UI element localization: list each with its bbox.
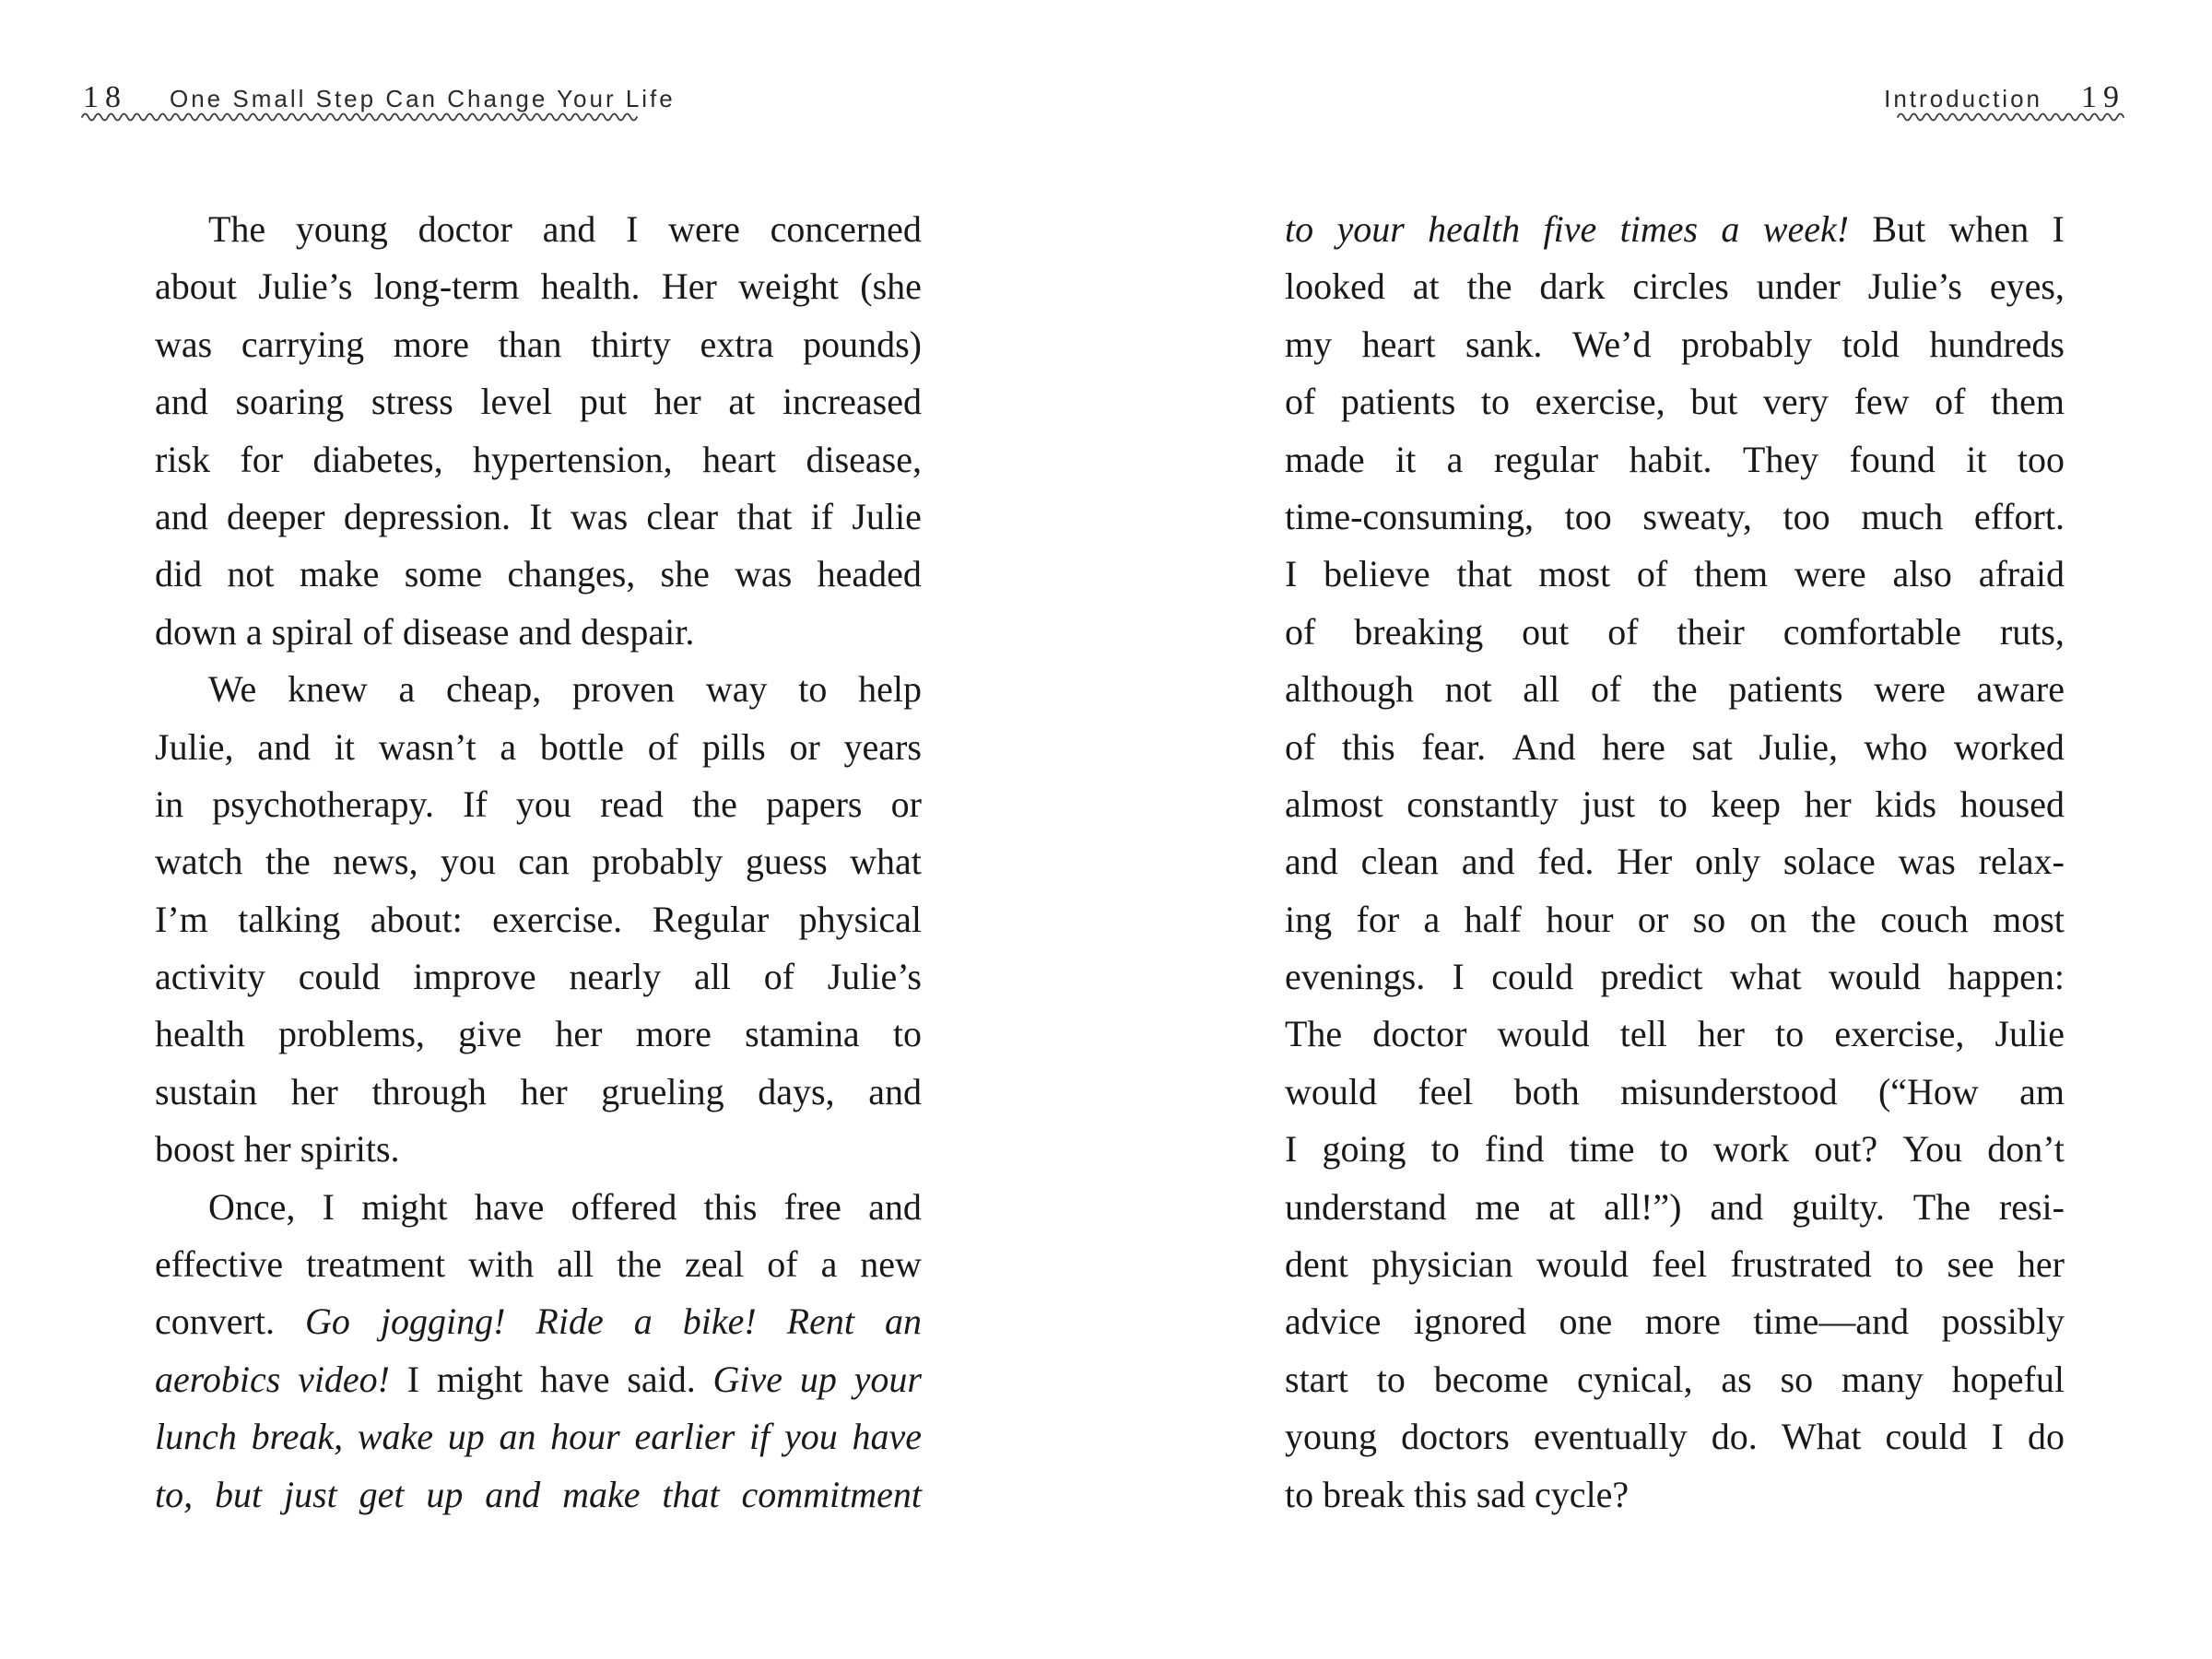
text-line: boost her spirits. — [155, 1128, 400, 1171]
text-line: sustain her through her grueling days, and — [155, 1070, 922, 1112]
wavy-rule-right-icon — [1897, 110, 2127, 123]
left-page-number: 18 — [83, 80, 127, 114]
text-line: We knew a cheap, proven way to help — [208, 668, 922, 711]
text-line: to break this sad cycle? — [1285, 1473, 1630, 1515]
text-line: advice ignored one more time—and possibly — [1285, 1300, 2065, 1343]
text-line: although not all of the patients were aware — [1285, 668, 2065, 711]
text-line: did not make some changes, she was headed — [155, 553, 922, 595]
text-line: lunch break, wake up an hour earlier if you have — [155, 1416, 922, 1458]
text-line: I believe that most of them were also afraid — [1285, 553, 2065, 595]
text-line: risk for diabetes, hypertension, heart disease, — [155, 438, 922, 480]
text-line: understand me at all!”) and guilty. The resi- — [1285, 1185, 2065, 1228]
text-line: start to become cynical, as so many hopeful — [1285, 1358, 2065, 1400]
text-line: time-consuming, too sweaty, too much effort. — [1285, 495, 2065, 537]
text-line: I’m talking about: exercise. Regular physical — [155, 898, 922, 940]
text-line: and deeper depression. It was clear that if Julie — [155, 495, 922, 537]
text-line: Once, I might have offered this free and — [208, 1185, 922, 1228]
text-line: was carrying more than thirty extra pounds) — [155, 323, 922, 365]
text-line: down a spiral of disease and despair. — [155, 610, 695, 653]
text-line: almost constantly just to keep her kids housed — [1285, 782, 2065, 825]
text-line: convert. Go jogging! Ride a bike! Rent an — [155, 1300, 922, 1343]
left-page-text — [155, 201, 922, 1524]
text-line: aerobics video! I might have said. Give up your — [155, 1358, 922, 1400]
text-line: The doctor would tell her to exercise, Julie — [1285, 1013, 2065, 1055]
text-line: of patients to exercise, but very few of them — [1285, 381, 2065, 423]
text-line: made it a regular habit. They found it too — [1285, 438, 2065, 480]
text-line: young doctors eventually do. What could I do — [1285, 1416, 2065, 1458]
text-line: about Julie’s long-term health. Her weight (she — [155, 265, 922, 308]
text-line: to your health five times a week! But when I — [1285, 208, 2065, 250]
right-page-number: 19 — [2081, 80, 2125, 114]
text-line: my heart sank. We’d probably told hundreds — [1285, 323, 2065, 365]
text-line: health problems, give her more stamina to — [155, 1013, 922, 1055]
text-line: I going to find time to work out? You don’t — [1285, 1128, 2065, 1171]
text-line: evenings. I could predict what would happen: — [1285, 956, 2065, 998]
text-line: and clean and fed. Her only solace was relax- — [1285, 841, 2065, 883]
text-line: and soaring stress level put her at increased — [155, 381, 922, 423]
text-line: effective treatment with all the zeal of a new — [155, 1243, 922, 1286]
text-line: of this fear. And here sat Julie, who worked — [1285, 725, 2065, 768]
wavy-rule-left-icon — [81, 110, 641, 123]
right-running-head: Introduction — [1884, 85, 2042, 112]
text-line: watch the news, you can probably guess what — [155, 841, 922, 883]
text-line: in psychotherapy. If you read the papers or — [155, 782, 922, 825]
text-line: looked at the dark circles under Julie’s eyes, — [1285, 265, 2065, 308]
text-line: to, but just get up and make that commitment — [155, 1473, 922, 1515]
text-line: dent physician would feel frustrated to see her — [1285, 1243, 2065, 1286]
text-line: activity could improve nearly all of Julie’s — [155, 956, 922, 998]
right-page-text — [1285, 201, 2065, 1524]
text-line: Julie, and it wasn’t a bottle of pills or years — [155, 725, 922, 768]
left-running-head: One Small Step Can Change Your Life — [170, 85, 676, 112]
text-line: would feel both misunderstood (“How am — [1285, 1070, 2065, 1112]
text-line: ing for a half hour or so on the couch most — [1285, 898, 2065, 940]
text-line: of breaking out of their comfortable ruts, — [1285, 610, 2065, 653]
text-line: The young doctor and I were concerned — [208, 208, 922, 250]
